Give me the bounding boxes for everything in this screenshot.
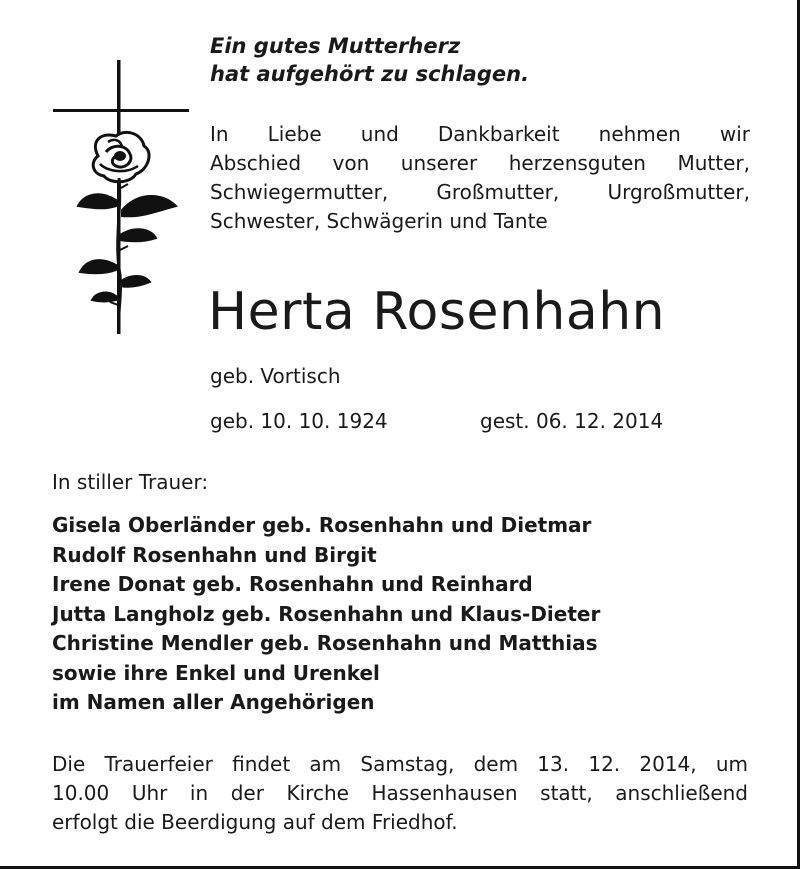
life-dates xyxy=(210,409,664,433)
intro-line: In Liebe und Dankbarkeit nehmen wir xyxy=(210,122,750,146)
birth-date: geb. 10. 10. 1924 xyxy=(210,409,388,433)
funeral-line: 10.00 Uhr in der Kirche Hassenhausen statt, anschließend xyxy=(52,781,748,805)
funeral-info xyxy=(52,750,748,837)
funeral-line: erfolgt die Beerdigung auf dem Friedhof. xyxy=(52,810,458,834)
intro-text xyxy=(210,120,750,236)
intro-line: Schwester, Schwägerin und Tante xyxy=(210,209,548,233)
motto xyxy=(210,32,529,88)
funeral-line: Die Trauerfeier findet am Samstag, dem 13. 12. 2014, um xyxy=(52,752,748,776)
intro-line: Abschied von unserer herzensguten Mutter, xyxy=(210,151,750,175)
rose-icon xyxy=(78,132,176,322)
cross-rose-graphic xyxy=(50,60,195,340)
motto-line: Ein gutes Mutterherz xyxy=(210,34,461,58)
motto-line: hat aufgehört zu schlagen. xyxy=(210,62,530,86)
mourners-list xyxy=(52,511,600,718)
mourner-entry: Gisela Oberländer geb. Rosenhahn und Dietmar xyxy=(52,513,592,537)
mourner-entry: Christine Mendler geb. Rosenhahn und Matthias xyxy=(52,631,598,655)
deceased-name: Herta Rosenhahn xyxy=(208,282,666,342)
mourner-entry: sowie ihre Enkel und Urenkel xyxy=(52,660,380,685)
maiden-name: geb. Vortisch xyxy=(210,364,341,388)
death-date: gest. 06. 12. 2014 xyxy=(480,409,664,433)
mourning-intro: In stiller Trauer: xyxy=(52,470,209,494)
mourner-entry: Rudolf Rosenhahn und Birgit xyxy=(52,542,377,567)
intro-line: Schwiegermutter, Großmutter, Urgroßmutter, xyxy=(210,180,750,204)
mourner-entry: im Namen aller Angehörigen xyxy=(52,690,375,714)
mourner-entry: Jutta Langholz geb. Rosenhahn und Klaus-Dieter xyxy=(52,601,601,626)
mourner-entry: Irene Donat geb. Rosenhahn und Reinhard xyxy=(52,572,533,596)
